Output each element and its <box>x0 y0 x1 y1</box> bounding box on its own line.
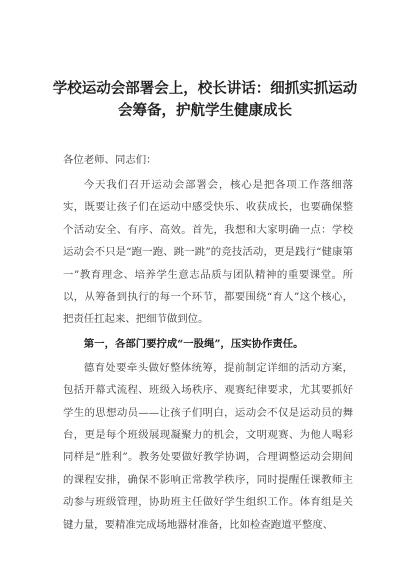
document-title <box>40 78 370 122</box>
salutation: 各位老师、同志们： <box>63 154 157 166</box>
paragraph-section-1: 德育处要牵头做好整体统筹，提前制定详细的活动方案，包括开幕式流程、班级入场秩序、观赛纪律要求，尤其要抓好学生的思想动员——让孩子们明白，运动会不仅是运动员的舞台，更是每个班级展现凝聚力的机会，文明观赛、为他人喝彩同样是“胜利”。教务处要做好教学协调，合理调整运动会期间的课程安排，确保不影响正常教学秩序，同时提醒任课教师主动参与班级管理，协助班主任做好学生组织工作。体育组是关键力量，要精准完成场地器材准备，比如检查跑道平整度、 <box>63 361 353 531</box>
title-line-1: 学校运动会部署会上，校长讲话：细抓实抓运动 <box>52 80 358 97</box>
section-heading-1: 第一，各部门要拧成“一股绳”，压实协作责任。 <box>83 337 304 350</box>
document-body <box>63 151 353 536</box>
paragraph-intro: 今天我们召开运动会部署会，核心是把各项工作落细落实，既要让孩子们在运动中感受快乐、收获成长，也要确保整个活动安全、有序、高效。首先，我想和大家明确一点：学校运动会不只是“跑一跑、跳一跳”的竞技活动，更是践行“健康第一”教育理念、培养学生意志品质与团队精神的重要课堂。所以，从筹备到执行的每一个环节，都要围绕“育人”这个核心，把责任扛起来、把细节做到位。 <box>63 179 353 326</box>
title-line-2: 会筹备，护航学生健康成长 <box>118 102 292 119</box>
